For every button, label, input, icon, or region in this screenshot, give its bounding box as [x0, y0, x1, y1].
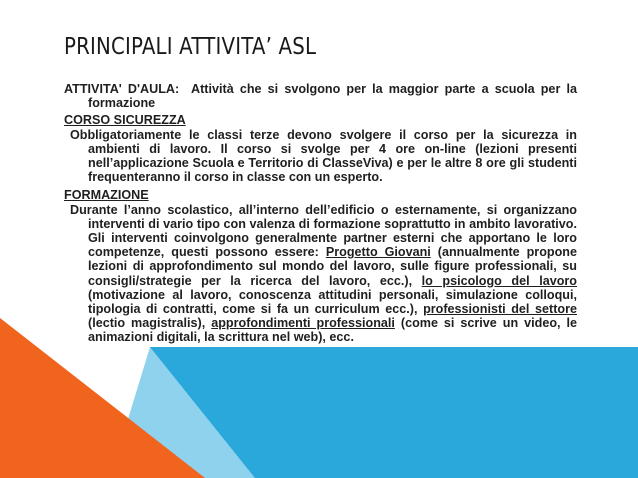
corso-sicurezza-heading: CORSO SICUREZZA [64, 113, 186, 128]
psicologo-lavoro-link[interactable]: lo psicologo del lavoro [421, 273, 577, 288]
formazione-text-4: (lectio magistralis), [88, 316, 212, 331]
formazione-text-2: (annualmente propone lezioni di approfondimento sul mondo del lavoro, sulle figure professionali, su consigli/strategie per la ricerca del lavoro, ecc.), [88, 245, 577, 288]
attivita-aula-label: ATTIVITA' D'AULA: [64, 82, 180, 96]
formazione-heading: FORMAZIONE [64, 188, 149, 203]
approfondimenti-professionali-link[interactable]: approfondimenti professionali [211, 316, 395, 331]
formazione-text [64, 203, 577, 345]
formazione-text-3: (motivazione al lavoro, conoscenza attitudini personali, simulazione colloqui, tipologia di contratti, come si fa un curriculum ecc.), [88, 287, 577, 317]
corso-sicurezza-text: Obbligatoriamente le classi terze devono svolgere il corso per la sicurezza in ambienti di lavoro. Il corso si svolge per 4 ore on-line (lezioni presenti nell’applicazione Scuola e Territorio di ClasseViva) e per le altre 8 ore gli studenti frequenteranno il corso in classe con un esperto. [70, 127, 577, 185]
formazione-text-5: (come si scrive un video, le animazioni digitali, la scrittura nel web), ecc. [88, 316, 577, 345]
professionisti-settore-link[interactable]: professionisti del settore [423, 302, 577, 317]
attivita-aula-text: Attività che si svolgono per la maggior parte a scuola per la formazione [88, 82, 581, 111]
slide-title: PRINCIPALI ATTIVITA’ ASL [64, 34, 317, 60]
attivita-aula-paragraph [64, 82, 581, 111]
slide-content [64, 82, 581, 345]
formazione-intro: Durante l’anno scolastico, all’interno dell’edificio o esternamente, si organizzano interventi di vario tipo con valenza di formazione soprattutto in ambito lavorativo. Gli interventi coinvolgono generalmente partner esterni che apportano le loro competenze, questi possono essere: [70, 202, 577, 260]
progetto-giovani-link[interactable]: Progetto Giovani [325, 245, 431, 260]
